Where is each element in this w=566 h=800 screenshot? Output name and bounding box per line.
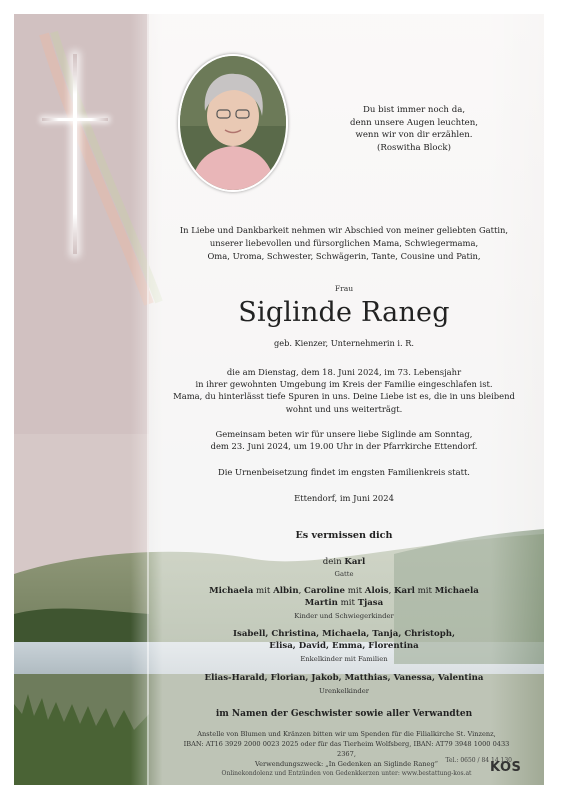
memorial-quote bbox=[314, 104, 514, 154]
prayer-line: Gemeinsam beten wir für unsere liebe Siglinde am Sonntag, bbox=[215, 429, 473, 439]
portrait-image bbox=[180, 56, 286, 190]
urn-burial-text: Die Urnenbeisetzung findet im engsten Familienkreis statt. bbox=[218, 467, 470, 477]
quote-line: wenn wir von dir erzählen. bbox=[355, 130, 473, 141]
intro-line: In Liebe und Dankbarkeit nehmen wir Abschied von meiner geliebten Gattin, bbox=[179, 225, 509, 235]
quote-line: denn unsere Augen leuchten, bbox=[350, 117, 478, 128]
spouse-name: Karl bbox=[344, 557, 366, 567]
grandchildren-line: Isabell, Christina, Michaela, Tanja, Christoph, bbox=[233, 629, 455, 639]
donation-line: IBAN: AT16 3929 2000 0023 2025 oder für das Tierheim Wolfsberg, IBAN: AT79 3948 1000 0433 2367, bbox=[183, 740, 510, 758]
child-name: Martin bbox=[304, 598, 338, 608]
separator-text: , bbox=[388, 586, 395, 596]
death-line: in ihrer gewohnten Umgebung im Kreis der Familie eingeschlafen ist. bbox=[195, 379, 493, 390]
deceased-name: Siglinde Raneg bbox=[238, 297, 450, 328]
great-grandchildren-block bbox=[159, 672, 529, 697]
spouse-block bbox=[159, 557, 529, 580]
prayer-text bbox=[159, 428, 529, 452]
donation-line: Verwendungszweck: „In Gedenken an Siglinde Raneg“ bbox=[254, 760, 439, 768]
intro-line: unserer liebevollen und fürsorglichen Mama, Schwiegermama, bbox=[209, 238, 479, 248]
birth-info: geb. Kienzer, Unternehmerin i. R. bbox=[274, 338, 414, 348]
death-line: wohnt und uns weiterträgt. bbox=[285, 403, 403, 414]
place-date: Ettendorf, im Juni 2024 bbox=[294, 493, 394, 503]
grandchildren-line: Elisa, David, Emma, Florentina bbox=[269, 641, 419, 651]
separator-text: , bbox=[298, 586, 305, 596]
grandchildren-block bbox=[159, 628, 529, 665]
cross-horizontal-beam bbox=[42, 118, 108, 121]
child-name: Tjasa bbox=[357, 598, 384, 608]
great-grandchildren-role: Urenkelkinder bbox=[319, 687, 369, 695]
connector-text: mit bbox=[344, 586, 365, 596]
brand-logo: KOS bbox=[490, 760, 522, 775]
prayer-line: dem 23. Juni 2024, um 19.00 Uhr in der Pfarrkirche Ettendorf. bbox=[210, 441, 478, 452]
connector-text: mit bbox=[253, 586, 274, 596]
cross-vertical-beam bbox=[73, 54, 77, 254]
online-condolence-footer: Onlinekondolenz und Entzünden von Gedenkkerzen unter: www.bestattung-kos.at bbox=[221, 770, 472, 777]
child-name: Karl bbox=[394, 586, 415, 596]
children-line-1 bbox=[159, 585, 529, 597]
child-name: Albin bbox=[273, 586, 299, 596]
death-text bbox=[159, 366, 529, 415]
obituary-card bbox=[14, 14, 544, 785]
donation-line: Anstelle von Blumen und Kränzen bitten wir um Spenden für die Filialkirche St. Vinzenz, bbox=[197, 730, 496, 738]
children-role: Kinder und Schwiegerkinder bbox=[294, 612, 394, 620]
intro-line: Oma, Uroma, Schwester, Schwägerin, Tante, Cousine und Patin, bbox=[207, 251, 481, 261]
siblings-line: im Namen der Geschwister sowie aller Verwandten bbox=[215, 709, 473, 719]
child-name: Caroline bbox=[304, 586, 345, 596]
spouse-line bbox=[159, 557, 529, 568]
death-line: Mama, du hinterlässt tiefe Spuren in uns. Deine Liebe ist es, die in uns bleibend bbox=[173, 391, 515, 402]
death-line: die am Dienstag, dem 18. Juni 2024, im 73. Lebensjahr bbox=[226, 367, 462, 377]
spouse-prefix: dein bbox=[322, 557, 345, 567]
child-name: Michaela bbox=[209, 586, 254, 596]
child-name: Alois bbox=[364, 586, 389, 596]
salutation: Frau bbox=[334, 284, 354, 293]
portrait-photo bbox=[178, 54, 288, 192]
connector-text: mit bbox=[337, 598, 358, 608]
great-grandchildren-line: Elias-Harald, Florian, Jakob, Matthias, Vanessa, Valentina bbox=[204, 673, 484, 683]
grandchildren-role: Enkelkinder mit Familien bbox=[300, 655, 388, 663]
quote-author: (Roswitha Block) bbox=[377, 142, 451, 153]
children-line-2 bbox=[159, 597, 529, 609]
quote-line: Du bist immer noch da, bbox=[362, 105, 466, 115]
phone-number: Tel.: 0650 / 84 14 130 bbox=[445, 757, 512, 764]
children-block bbox=[159, 585, 529, 622]
connector-text: mit bbox=[414, 586, 435, 596]
intro-text bbox=[159, 224, 529, 263]
child-name: Michaela bbox=[434, 586, 479, 596]
spouse-role: Gatte bbox=[334, 570, 354, 578]
mourners-heading: Es vermissen dich bbox=[295, 530, 393, 541]
